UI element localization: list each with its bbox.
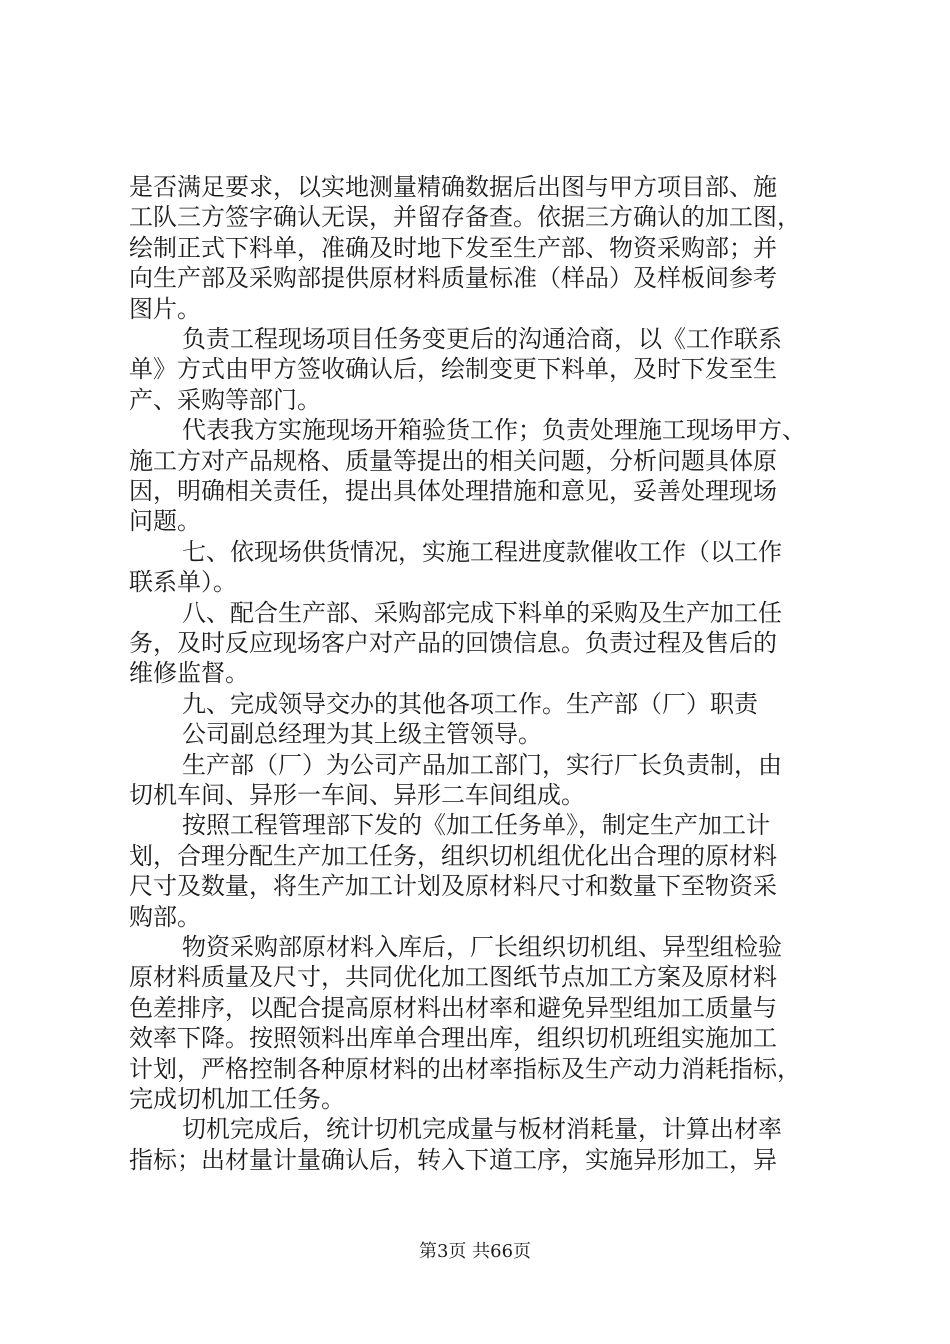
text-line: [0, 415, 950, 445]
page-number-label: 第3页 共66页: [418, 1241, 532, 1262]
text-line: [0, 1054, 950, 1084]
text-line: [0, 1084, 950, 1114]
text-line-content: 物资采购部原材料入库后，厂长组织切机组、异型组检验: [182, 933, 782, 961]
text-line-content: 是否满足要求，以实地测量精确数据后出图与甲方项目部、施: [129, 173, 777, 201]
text-line: [0, 263, 950, 293]
text-line-content: 务，及时反应现场客户对产品的回馈信息。负责过程及售后的: [129, 629, 777, 657]
text-line: [0, 537, 950, 567]
text-line-content: 完成切机加工任务。: [129, 1085, 345, 1113]
text-line: [0, 1145, 950, 1175]
text-line-content: 七、依现场供货情况，实施工程进度款催收工作（以工作: [182, 537, 782, 566]
text-line-content: 维修监督。: [129, 659, 249, 688]
text-line: [0, 750, 950, 780]
text-line-content: 问题。: [129, 507, 201, 536]
text-line-content: 九、完成领导交办的其他各项工作。生产部（厂）职责: [182, 689, 758, 718]
text-line: [0, 324, 950, 354]
text-line-content: 效率下降。按照领料出库单合理出库，组织切机班组实施加工: [129, 1024, 777, 1053]
page-footer: [0, 1240, 950, 1264]
text-line: [0, 598, 950, 628]
text-line-content: 图片。: [129, 294, 201, 323]
text-line: [0, 202, 950, 232]
text-line-content: 切机车间、异形一车间、异形二车间组成。: [129, 781, 585, 809]
text-line-content: 按照工程管理部下发的《加工任务单》，制定生产加工计: [182, 811, 770, 840]
text-line: [0, 172, 950, 202]
text-line: [0, 689, 950, 719]
text-line-content: 原材料质量及尺寸，共同优化加工图纸节点加工方案及原材料: [129, 963, 777, 992]
text-line: [0, 567, 950, 597]
text-line: [0, 871, 950, 901]
text-line: [0, 294, 950, 324]
text-line-content: 尺寸及数量，将生产加工计划及原材料尺寸和数量下至物资采: [129, 872, 777, 901]
text-line-content: 色差排序，以配合提高原材料出材率和避免异型组加工质量与: [129, 993, 777, 1022]
text-line: [0, 902, 950, 932]
text-line: [0, 1023, 950, 1053]
text-line-content: 指标；出材量计量确认后，转入下道工序，实施异形加工，异: [129, 1145, 777, 1174]
text-line-content: 施工方对产品规格、质量等提出的相关问题，分析问题具体原: [129, 446, 777, 475]
text-line-content: 生产部（厂）为公司产品加工部门，实行厂长负责制，由: [182, 750, 782, 779]
text-line: [0, 658, 950, 688]
text-line-content: 向生产部及采购部提供原材料质量标准（样品）及样板间参考: [129, 264, 777, 293]
text-line-content: 公司副总经理为其上级主管领导。: [182, 720, 542, 749]
text-line: [0, 233, 950, 263]
text-line-content: 绘制正式下料单，准确及时地下发至生产部、物资采购部；并: [129, 233, 777, 262]
text-line: [0, 810, 950, 840]
text-line: [0, 476, 950, 506]
text-line: [0, 1114, 950, 1144]
text-line: [0, 628, 950, 658]
text-line: [0, 506, 950, 536]
text-line-content: 八、配合生产部、采购部完成下料单的采购及生产加工任: [182, 598, 782, 627]
text-line-content: 因，明确相关责任，提出具体处理措施和意见，妥善处理现场: [129, 477, 777, 505]
text-line-content: 代表我方实施现场开箱验货工作；负责处理施工现场甲方、: [182, 416, 806, 445]
text-line: [0, 841, 950, 871]
text-line-content: 购部。: [129, 902, 201, 931]
text-line-content: 产、采购等部门。: [129, 385, 321, 414]
text-line: [0, 385, 950, 415]
text-line: [0, 780, 950, 810]
text-line-content: 单》方式由甲方签收确认后，绘制变更下料单，及时下发至生: [129, 355, 777, 384]
text-line: [0, 446, 950, 476]
text-line-content: 工队三方签字确认无误，并留存备查。依据三方确认的加工图，: [129, 203, 801, 232]
text-line-content: 划，合理分配生产加工任务，组织切机组优化出合理的原材料: [129, 841, 777, 870]
text-line-content: 联系单）。: [129, 568, 237, 597]
text-line-content: 切机完成后，统计切机完成量与板材消耗量，计算出材率: [182, 1115, 782, 1144]
text-line-content: 负责工程现场项目任务变更后的沟通洽商，以《工作联系: [182, 325, 782, 353]
text-line-content: 计划，严格控制各种原材料的出材率指标及生产动力消耗指标，: [129, 1054, 801, 1083]
text-line: [0, 932, 950, 962]
text-line: [0, 962, 950, 992]
text-line: [0, 993, 950, 1023]
text-line: [0, 354, 950, 384]
text-line: [0, 719, 950, 749]
